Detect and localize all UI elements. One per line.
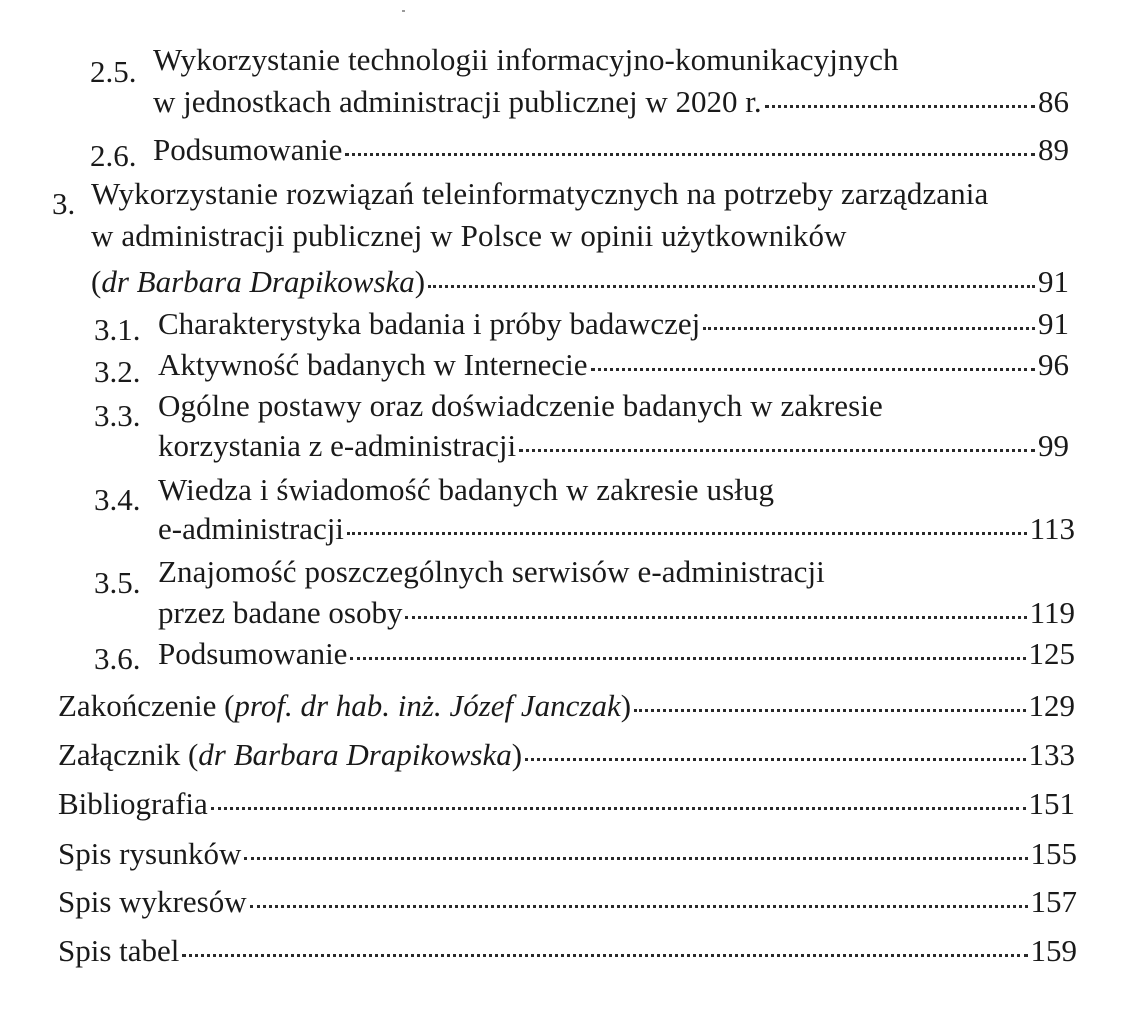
toc-entry-title: Wykorzystanie rozwiązań teleinformatycznych na potrzeby zarządzania [91, 176, 989, 211]
dot-leader [634, 709, 1025, 712]
dot-leader [428, 285, 1035, 288]
toc-entry-title: Zakończenie (prof. dr hab. inż. Józef Janczak) [58, 688, 632, 723]
toc-entry-title: Podsumowanie [158, 636, 348, 671]
toc-entry-title: Załącznik (dr Barbara Drapikowska) [58, 737, 523, 772]
toc-entry-title: Wykorzystanie technologii informacyjno-komunikacyjnych [153, 42, 899, 77]
toc-number: 2.5. [90, 54, 137, 89]
toc-entry-author: (dr Barbara Drapikowska) [91, 264, 426, 299]
toc-entry-title: Wiedza i świadomość badanych w zakresie usług [158, 472, 775, 507]
toc-number: 3.2. [94, 354, 141, 389]
toc-entry-title: Podsumowanie [153, 132, 343, 167]
toc-page-number: 99 [1038, 428, 1069, 463]
toc-entry-title-cont: w jednostkach administracji publicznej w 2020 r. [153, 84, 762, 119]
toc-entry-row [158, 428, 1069, 464]
toc-page-number: 86 [1038, 84, 1069, 119]
toc-entry-row [58, 933, 1077, 969]
dot-leader [525, 758, 1025, 761]
toc-entry-row [58, 884, 1077, 920]
toc-entry-row [158, 636, 1075, 672]
toc-number: 2.6. [90, 138, 137, 173]
dot-leader [703, 327, 1035, 330]
dot-leader [345, 153, 1035, 156]
dot-leader [765, 105, 1035, 108]
toc-page-number: 113 [1029, 511, 1075, 546]
toc-entry-title-cont: korzystania z e-administracji [158, 428, 517, 463]
toc-page-number: 89 [1038, 132, 1069, 167]
toc-page-number: 159 [1030, 933, 1077, 968]
toc-entry-title: Znajomość poszczególnych serwisów e-administracji [158, 554, 825, 589]
toc-page-number: 125 [1028, 636, 1075, 671]
dot-leader [405, 616, 1026, 619]
toc-entry-title: Ogólne postawy oraz doświadczenie badanych w zakresie [158, 388, 883, 423]
toc-entry-row [58, 836, 1077, 872]
dot-leader [211, 807, 1026, 810]
toc-page-number: 91 [1038, 306, 1069, 341]
toc-entry-title: Spis rysunków [58, 836, 242, 871]
dot-leader [519, 449, 1035, 452]
toc-entry-row [158, 306, 1069, 342]
toc-entry-title: Bibliografia [58, 786, 208, 821]
toc-entry-row [153, 84, 1069, 120]
toc-page-number: 155 [1030, 836, 1077, 871]
dot-leader [244, 857, 1027, 860]
dot-leader [591, 368, 1035, 371]
toc-entry-title: Aktywność badanych w Internecie [158, 347, 588, 382]
scan-speck [402, 10, 405, 12]
toc-entry-row [153, 132, 1069, 168]
toc-entry-row [58, 688, 1075, 724]
toc-number: 3.4. [94, 482, 141, 517]
toc-number: 3.6. [94, 641, 141, 676]
toc-entry-title-cont: e-administracji [158, 511, 344, 546]
toc-page-number: 119 [1029, 595, 1075, 630]
toc-entry-row [158, 511, 1075, 547]
toc-entry-title-cont: przez badane osoby [158, 595, 403, 630]
dot-leader [350, 657, 1025, 660]
toc-page-number: 151 [1028, 786, 1075, 821]
toc-entry-title: Spis wykresów [58, 884, 247, 919]
toc-entry-row [58, 786, 1075, 822]
toc-number: 3.5. [94, 565, 141, 600]
toc-page-number: 133 [1028, 737, 1075, 772]
toc-entry-row [91, 264, 1069, 300]
dot-leader [182, 954, 1027, 957]
toc-entry-title: Charakterystyka badania i próby badawczej [158, 306, 701, 341]
toc-number: 3.1. [94, 312, 141, 347]
toc-number: 3. [52, 186, 76, 221]
dot-leader [347, 532, 1027, 535]
dot-leader [250, 905, 1028, 908]
toc-page-number: 91 [1038, 264, 1069, 299]
toc-page-number: 157 [1030, 884, 1077, 919]
toc-entry-title: Spis tabel [58, 933, 180, 968]
toc-entry-row [58, 737, 1075, 773]
toc-entry-row [158, 595, 1075, 631]
toc-page-number: 96 [1038, 347, 1069, 382]
toc-number: 3.3. [94, 398, 141, 433]
toc-entry-row [158, 347, 1069, 383]
toc-page-number: 129 [1028, 688, 1075, 723]
toc-entry-title-cont: w administracji publicznej w Polsce w opinii użytkowników [91, 218, 847, 253]
